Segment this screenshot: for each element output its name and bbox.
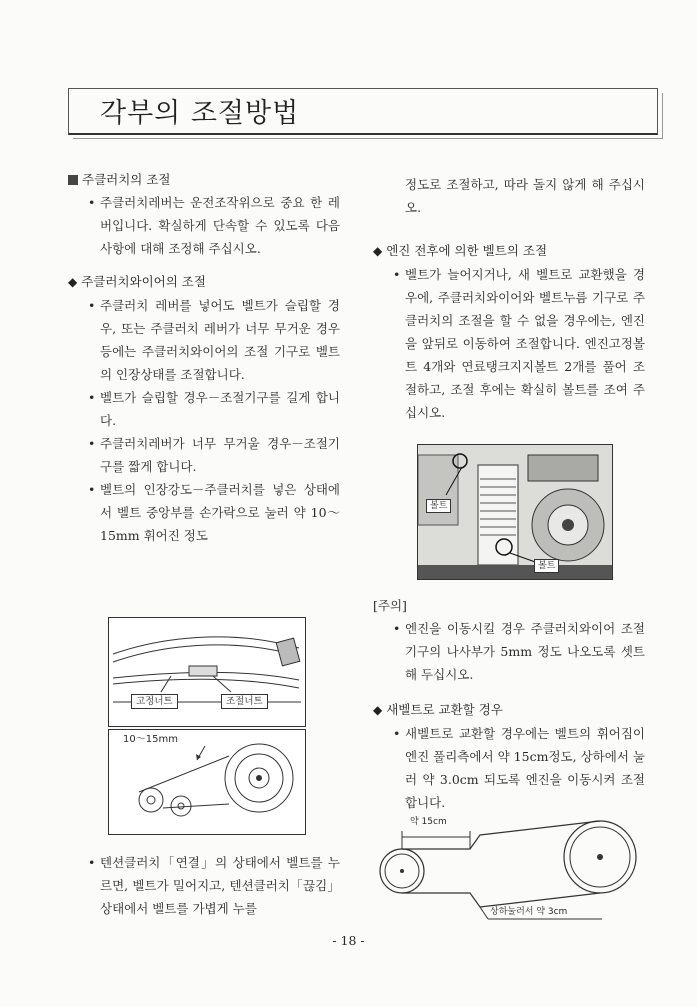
right-column <box>373 173 645 424</box>
list-item: • 벨트의 인장강도－주클러치를 넣은 상태에서 벨트 중앙부를 손가락으로 눌러 약 10～15mm 휘어진 정도 <box>88 482 340 543</box>
section-heading: 주클러치의 조절 <box>68 168 340 191</box>
belt-press-label: 상하눌러서 약 3cm <box>490 907 568 917</box>
left-column-bottom <box>68 851 340 920</box>
belt-length-label: 약 15cm <box>410 817 447 827</box>
page-title: 각부의 조절방법 <box>100 98 300 129</box>
left-column <box>68 162 340 547</box>
section-heading: ◆ 주클러치와이어의 조절 <box>68 270 340 294</box>
deflection-label: 10～15mm <box>123 734 178 745</box>
list-item: • 주클러치 레버를 넣어도 벨트가 슬립할 경우, 또는 주클러치 레버가 너무 무거운 경우 등에는 주클러치와이어의 조절 기구로 벨트의 인장상태를 조절합니다. <box>88 298 340 382</box>
list-item: • 엔진을 이동시킬 경우 주클러치와이어 조절기구의 나사부가 5mm 정도 나오도록 셋트해 두십시오. <box>393 621 645 682</box>
square-bullet-icon <box>68 175 78 185</box>
list-item: • 주클러치레버는 운전조작위으로 중요 한 레버입니다. 확실하게 단속할 수 있도록 다음 사항에 대해 조정해 주십시오. <box>88 195 340 256</box>
section-heading: ◆ 새벨트로 교환할 경우 <box>373 698 645 722</box>
diamond-bullet-icon: ◆ <box>373 703 383 717</box>
bolt-label: 볼트 <box>426 499 451 513</box>
list-item: • 새벨트로 교환할 경우에는 벨트의 휘어짐이 엔진 풀리측에서 약 15cm정도, 상하에서 눌러 약 3.0cm 되도록 엔진을 이동시켜 조절합니다. <box>393 726 645 810</box>
section-heading: ◆ 엔진 전후에 의한 벨트의 조절 <box>373 239 645 263</box>
diamond-bullet-icon: ◆ <box>68 275 78 289</box>
list-item: • 텐션클러치「연결」의 상태에서 벨트를 누르면, 벨트가 밀어지고, 텐션클러치「끊김」상태에서 벨트를 가볍게 누를 <box>88 855 340 916</box>
bolt-label: 볼트 <box>534 559 559 573</box>
engine-photo <box>417 444 613 580</box>
list-item: • 벨트가 늘어지거나, 새 벨트로 교환했을 경우에, 주클러치와이어와 벨트누름 기구로 주클러치의 조절을 할 수 없을 경우에는, 엔진을 앞뒤로 이동하여 조절합니다. 엔진고정볼트 4개와 연료탱크지지볼트 2개를 풀어 조절하고, 조절 후에는 확실히 볼트를 조여 주십시오. <box>393 267 645 420</box>
right-column-note <box>373 590 645 814</box>
new-belt-diagram <box>370 815 645 925</box>
page-number: - 18 - <box>332 933 365 948</box>
belt-deflection-diagram <box>108 729 306 835</box>
note-heading: [주의] <box>373 598 407 613</box>
continued-text: 정도로 조절하고, 따라 돌지 않게 해 주십시오. <box>405 177 645 215</box>
clutch-wire-diagram <box>108 617 306 727</box>
list-item: • 벨트가 슬립할 경우－조절기구를 길게 합니다. <box>88 390 340 428</box>
diamond-bullet-icon: ◆ <box>373 244 383 258</box>
fixing-nut-label: 고정너트 <box>131 694 178 709</box>
list-item: • 주클러치레버가 너무 무거울 경우－조절기구를 짧게 합니다. <box>88 436 340 474</box>
adjust-nut-label: 조절너트 <box>221 694 268 709</box>
